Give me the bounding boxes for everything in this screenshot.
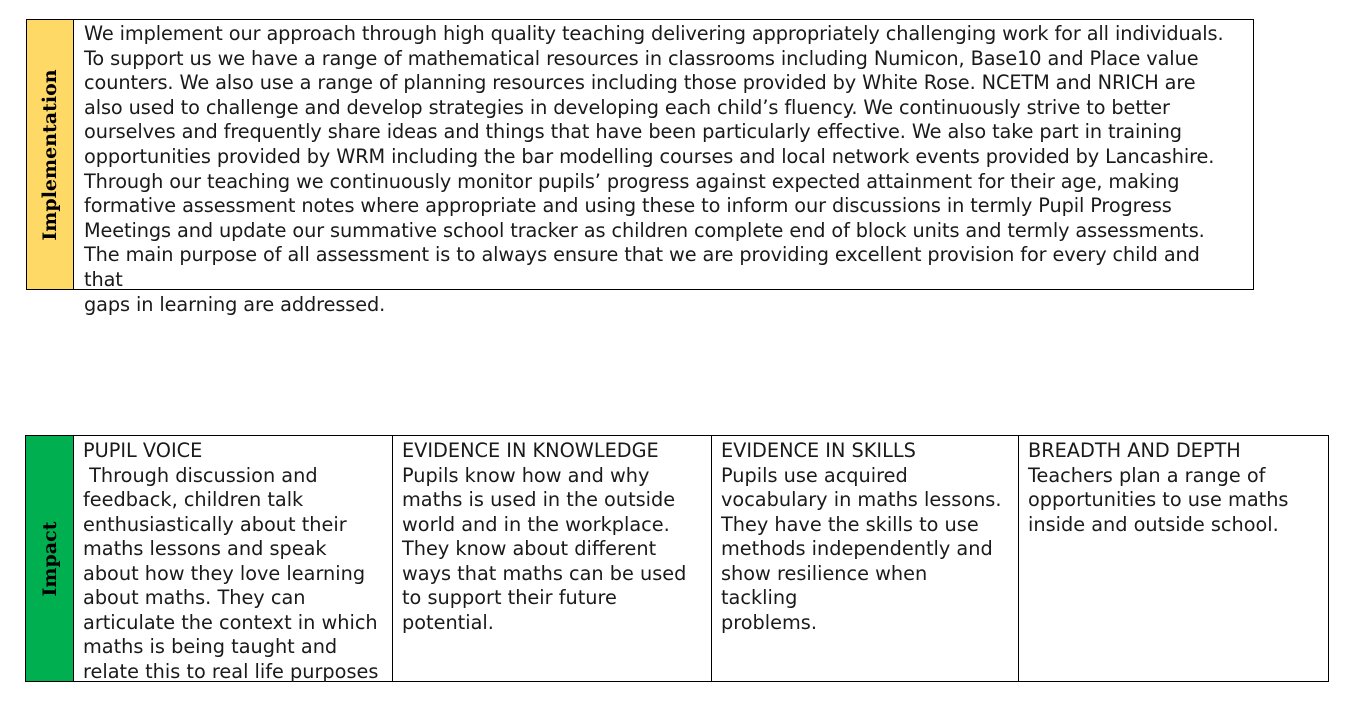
implementation-line: Through our teaching we continuously monitor pupils’ progress against expected attainment for their age, making (84, 169, 1180, 193)
column-text: Through discussion and feedback, children talk enthusiastically about their maths lessons and speak about how they love learning about maths. They can articulate the context in which maths is being taught and relate this to real life purposes (83, 463, 379, 683)
implementation-line: The main purpose of all assessment is to always ensure that we are providing excellent provision for every child and that (84, 243, 1200, 291)
implementation-line: To support us we have a range of mathematical resources in classrooms including Numicon, Base10 and Place value (84, 46, 1199, 70)
column-heading: BREADTH AND DEPTH (1028, 439, 1241, 462)
column-text: Pupils know how and why maths is used in the outside world and in the workplace. They know about different ways that maths can be used to support their future potential. (402, 463, 687, 634)
column-heading: PUPIL VOICE (83, 439, 203, 462)
column-text: Teachers plan a range of opportunities to use maths inside and outside school. (1028, 463, 1289, 536)
impact-column-evidence-knowledge (393, 436, 712, 681)
implementation-line: gaps in learning are addressed. (84, 292, 386, 316)
implementation-line: opportunities provided by WRM including the bar modelling courses and local network events provided by Lancashire. (84, 144, 1215, 168)
impact-column-breadth-depth (1019, 436, 1328, 681)
implementation-text (74, 20, 1253, 316)
implementation-line: Meetings and update our summative school tracker as children complete end of block units and termly assessments. (84, 218, 1205, 242)
implementation-line: We implement our approach through high quality teaching delivering appropriately challenging work for all individuals. (84, 22, 1224, 45)
implementation-label-cell (27, 20, 74, 289)
column-text: Pupils use acquired vocabulary in maths lessons. They have the skills to use methods independently and show resilience when tackling problems. (721, 463, 1002, 634)
impact-label: Impact (38, 521, 61, 596)
impact-label-cell (26, 436, 74, 681)
impact-column-pupil-voice (74, 436, 393, 681)
column-heading: EVIDENCE IN KNOWLEDGE (402, 439, 659, 462)
implementation-label: Implementation (39, 68, 61, 241)
implementation-line: counters. We also use a range of planning resources including those provided by White Rose. NCETM and NRICH are (84, 71, 1196, 95)
implementation-line: ourselves and frequently share ideas and things that have been particularly effective. We also take part in training (84, 120, 1182, 144)
impact-column-evidence-skills (712, 436, 1019, 681)
column-heading: EVIDENCE IN SKILLS (721, 439, 916, 462)
impact-table (25, 435, 1329, 682)
implementation-table (26, 19, 1254, 316)
implementation-line: also used to challenge and develop strategies in developing each child’s fluency. We continuously strive to better (84, 95, 1170, 119)
implementation-line: formative assessment notes where appropriate and using these to inform our discussions in termly Pupil Progress (84, 194, 1172, 218)
